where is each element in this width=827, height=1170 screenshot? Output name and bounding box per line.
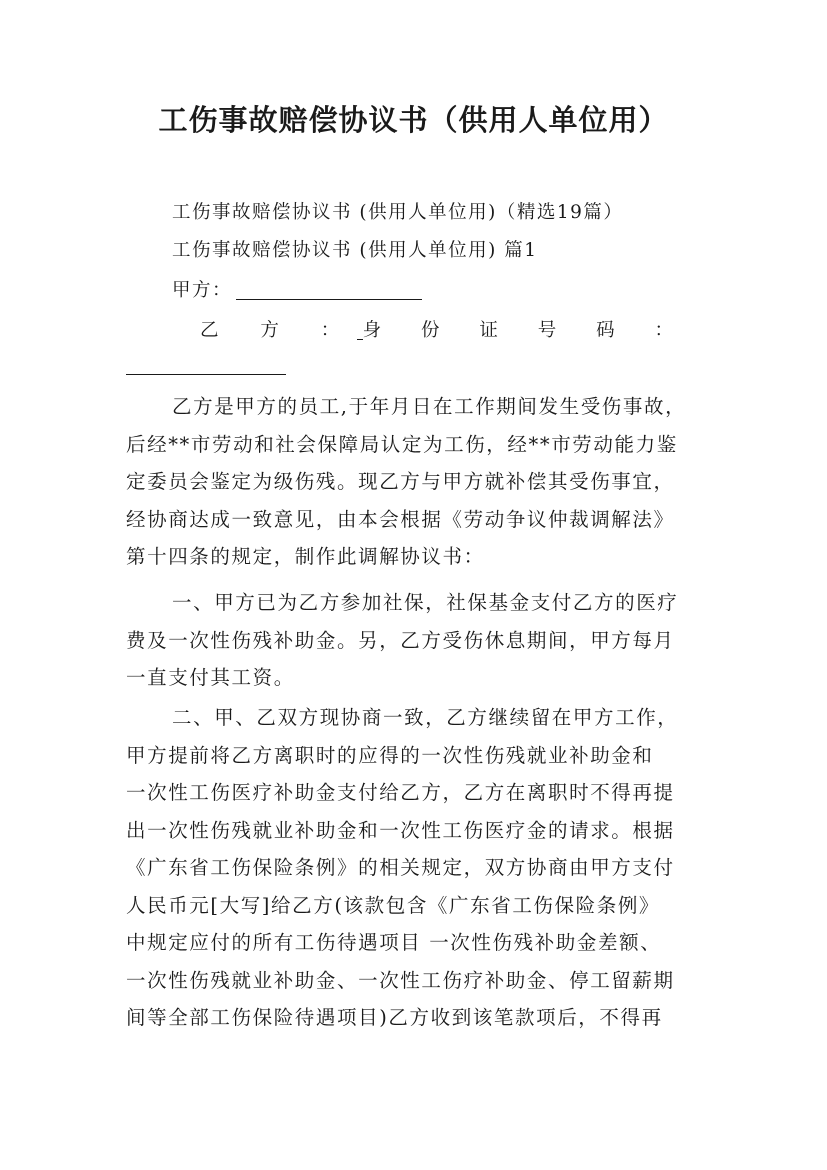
- paragraph-line: 《广东省工伤保险条例》的相关规定，双方协商由甲方支付: [126, 856, 675, 879]
- paragraph-line: 一次性工伤医疗补助金支付给乙方，乙方在离职时不得再提: [126, 781, 675, 804]
- paragraph-intro: [126, 388, 706, 576]
- paragraph-line: 一、甲方已为乙方参加社保，社保基金支付乙方的医疗: [172, 591, 679, 614]
- paragraph-line: 甲方提前将乙方离职时的应得的一次性伤残就业补助金和: [126, 743, 654, 767]
- clause-one: [126, 584, 706, 697]
- subtitle-collection: 工伤事故赔偿协议书 (供用人单位用)（精选19篇）: [172, 202, 624, 223]
- party-a-label: 甲方：: [172, 280, 233, 301]
- party-a-row: [172, 276, 422, 306]
- party-b-row: [200, 316, 690, 346]
- paragraph-line: 二、甲、乙双方现协商一致，乙方继续留在甲方工作，: [172, 706, 679, 729]
- clause-two: [126, 699, 706, 1037]
- party-b-label: 乙 方 ：: [200, 320, 358, 341]
- paragraph-line: 间等全部工伤保险待遇项目)乙方收到该笔款项后，不得再: [126, 1006, 663, 1029]
- paragraph-line: 出一次性伤残就业补助金和一次性工伤医疗金的请求。根据: [126, 818, 675, 842]
- subtitle-article: 工伤事故赔偿协议书 (供用人单位用) 篇1: [172, 240, 538, 261]
- paragraph-line: 人民币元[大写]给乙方(该款包含《广东省工伤保险条例》: [126, 893, 661, 917]
- paragraph-line: 一直支付其工资。: [126, 666, 295, 689]
- paragraph-line: 中规定应付的所有工伤待遇项目 一次性伤残补助金差额、: [126, 931, 662, 954]
- paragraph-line: 费及一次性伤残补助金。另，乙方受伤休息期间，甲方每月: [126, 628, 675, 652]
- paragraph-line: 乙方是甲方的员工,于年月日在工作期间发生受伤事故，: [172, 395, 687, 418]
- paragraph-line: 后经**市劳动和社会保障局认定为工伤，经**市劳动能力鉴: [126, 432, 678, 456]
- id-number-blank: [126, 354, 286, 375]
- paragraph-line: 第十四条的规定，制作此调解协议书：: [126, 545, 485, 568]
- paragraph-line: 定委员会鉴定为级伤残。现乙方与甲方就补偿其受伤事宜，: [126, 470, 675, 493]
- document-title: 工伤事故赔偿协议书（供用人单位用）: [158, 103, 669, 137]
- paragraph-line: 一次性伤残就业补助金、一次性工伤疗补助金、停工留薪期: [126, 968, 675, 992]
- id-number-label: 身 份 证 号 码 ：: [362, 320, 690, 341]
- party-a-blank: [236, 279, 422, 300]
- paragraph-line: 经协商达成一致意见，由本会根据《劳动争议仲裁调解法》: [126, 507, 675, 531]
